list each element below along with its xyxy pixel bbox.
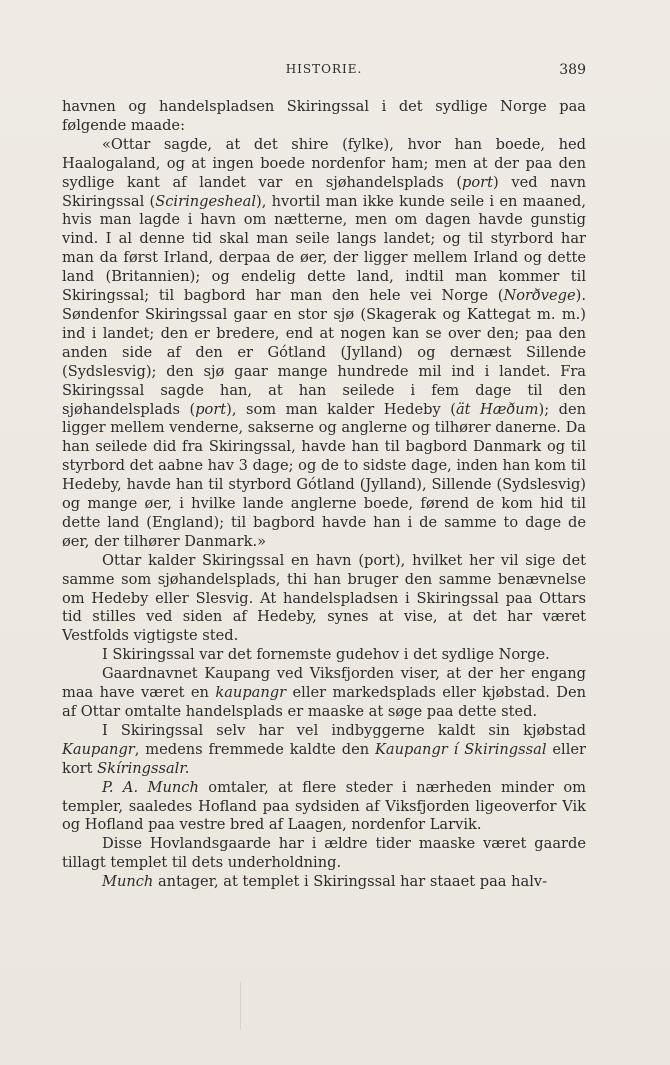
term-nordvege: Norðvege: [503, 287, 576, 305]
paragraph-3: Ottar kalder Skiringssal en havn (port), hvilket her vil sige det samme som sjøhandelsplads, thi han bruger den samme benævnelse om Hedeby eller Slesvig. At handelspladsen i Skiringssal paa Ottars tid stilles ved siden af Hedeby, synes at vise, at det har været Vestfolds vigtigste sted.: [62, 551, 586, 645]
body-text: [62, 98, 586, 892]
term-skiringssalr: Skíringssalr.: [97, 759, 190, 777]
paragraph-5: Gaardnavnet Kaupang ved Viksfjorden viser, at der her engang maa have været en kaupangr eller markedsplads eller kjøbstad. Den af Ottar omtalte handelsplads er maaske at søge paa dette sted.: [62, 665, 586, 720]
paragraph-6: I Skiringssal selv har vel indbyggerne kaldt sin kjøbstad Kaupangr, medens fremmede kaldte den Kaupangr í Skiringssal eller kort Skíringssalr.: [62, 721, 586, 777]
page-crease-mark: [240, 982, 241, 1030]
term-port-2: port: [195, 400, 227, 418]
paragraph-4: I Skiringssal var det fornemste gudehov i det sydlige Norge.: [102, 646, 550, 664]
term-aet-haedum: ät Hæðum: [455, 400, 539, 418]
running-title: HISTORIE.: [285, 62, 363, 76]
paragraph-2-quote: «Ottar sagde, at det shire (fylke), hvor han boede, hed Haalogaland, og at ingen boede nordenfor ham; men at der paa den sydlige kant af landet var en sjøhandelsplads (port) ved navn Skiringssal (Sciringesheal), hvortil man ikke kunde seile i en maaned, hvis man lagde i havn om nætterne, men om dagen havde gunstig vind. I al denne tid skal man seile langs landet; og til styrbord har man da først Irland, derpaa de øer, der ligger mellem Irland og dette land (Britannien); og endelig dette land, indtil man kommer til Skiringssal; til bagbord har man den hele vei Norge (Norðvege). Søndenfor Skiringssal gaar en stor sjø (Skagerak og Kattegat m. m.) ind i landet; den er bredere, end at nogen kan se over den; paa den anden side af den er Gótland (Jylland) og dernæst Sillende (Sydslesvig); den sjø gaar mange hundrede mil ind i landet. Fra Skiringssal sagde han, at han seilede i fem dage til den sjøhandelsplads (port), som man kalder Hedeby (ät Hæðum); den ligger mellem venderne, sakserne og anglerne og tilhører danerne. Da han seilede did fra Skiringssal, havde han til bagbord Danmark og til styrbord det aabne hav 3 dage; og de to sidste dage, inden han kom til Hedeby, havde han til styrbord Gótland (Jylland), Sillende (Sydslesvig) og mange øer, i hvilke lande anglerne boede, førend de kom hid til dette land (England); til bagbord havde han i de samme to dage de øer, der tilhører Danmark.»: [62, 135, 587, 550]
page-number: 389: [559, 62, 586, 78]
paragraph-7: P. A. Munch omtaler, at flere steder i nærheden minder om templer, saaledes Hofland paa sydsiden af Viksfjorden ligeoverfor Vik og Hofland paa vestre bred af Laagen, nordenfor Larvik.: [62, 778, 586, 834]
author-munch-2: Munch: [102, 873, 154, 891]
paragraph-8: Disse Hovlandsgaarde har i ældre tider maaske været gaarde tillagt templet til dets underholdning.: [62, 835, 586, 872]
author-munch: P. A. Munch: [102, 778, 199, 796]
term-kaupangr-2: Kaupangr: [62, 740, 135, 758]
term-kaupangr: kaupangr: [215, 684, 287, 702]
paragraph-9: Munch antager, at templet i Skiringssal har staaet paa halv-: [102, 873, 548, 891]
paragraph-1: havnen og handelspladsen Skiringssal i det sydlige Norge paa følgende maade:: [62, 98, 586, 134]
term-port: port: [462, 173, 494, 191]
term-kaupangr-i-skiringssal: Kaupangr í Skiringssal: [375, 740, 547, 758]
page-header: [62, 62, 586, 82]
term-sciringesheal: Sciringesheal: [155, 192, 257, 210]
